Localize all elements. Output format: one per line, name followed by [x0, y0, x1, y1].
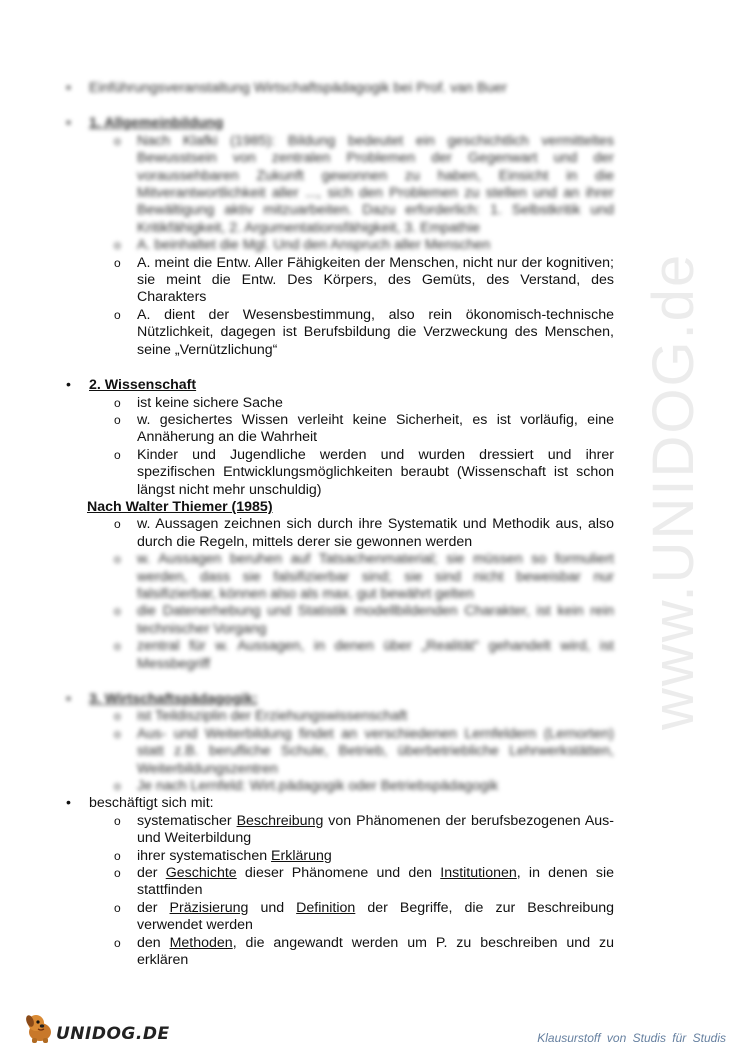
list-item [62, 447, 614, 499]
list-item [62, 551, 614, 603]
section-heading: 1. Allgemeinbildung [89, 115, 224, 132]
dog-mascot-icon [22, 1010, 58, 1046]
circle-bullet-icon: o [114, 726, 121, 741]
list-item-text: Kinder und Jugendliche werden und wurden dressiert und ihrer spezifischen Entwicklungsmöglichkeiten beraubt (Wissenschaft ist schon längst nicht mehr unschuldig) [137, 446, 614, 498]
footer-tagline: Klausurstoff von Studis für Studis [537, 1031, 726, 1045]
circle-bullet-icon: o [114, 552, 121, 567]
list-item-text: Aus- und Weiterbildung findet an verschiedenen Lernfeldern (Lernorten) statt z.B. berufliche Schule, Betrieb, überbetriebliche Lehrwerkstätten, Weiterbildungszentren [137, 725, 614, 777]
item-pre: ihrer systematischen [137, 847, 272, 864]
list-item [62, 395, 614, 412]
section-lead: beschäftigt sich mit: [89, 795, 214, 812]
logo-text: UNIDOG.DE [56, 1024, 170, 1044]
item-mid: , die angewandt werden um P. zu beschreiben und zu erklären [137, 934, 614, 969]
underlined-term: Beschreibung [236, 812, 324, 829]
section-allgemeinbildung [62, 115, 614, 132]
list-item [62, 516, 614, 551]
circle-bullet-icon: o [114, 133, 121, 148]
list-item [62, 307, 614, 359]
list-item-text: w. gesichertes Wissen verleiht keine Sicherheit, es ist vorläufig, eine Annäherung an die Wahrheit [137, 411, 614, 446]
circle-bullet-icon: o [114, 813, 121, 828]
list-item [62, 848, 614, 865]
circle-bullet-icon: o [114, 900, 121, 915]
list-item-text: ist Teildisziplin der Erziehungswissenschaft [137, 708, 408, 725]
circle-bullet-icon: o [114, 307, 121, 322]
circle-bullet-icon: o [114, 395, 121, 410]
circle-bullet-icon: o [114, 848, 121, 863]
underlined-term: Definition [296, 899, 356, 916]
section-beschaeftigt [62, 795, 614, 812]
list-item-text: ist keine sichere Sache [137, 394, 283, 411]
circle-bullet-icon: o [114, 709, 121, 724]
intro-bullet [62, 80, 614, 97]
circle-bullet-icon: o [114, 935, 121, 950]
item-mid: von Phänomenen der berufsbezogenen Aus- und Weiterbildung [137, 812, 614, 847]
list-item [62, 900, 614, 935]
list-item [62, 865, 614, 900]
list-item-text: w. Aussagen zeichnen sich durch ihre Systematik und Methodik aus, also durch die Regeln, mittels derer sie gewonnen werden [137, 516, 614, 550]
bullet-dot: • [66, 377, 71, 394]
item-post: der Begriffe, die zur Beschreibung verwendet werden [137, 899, 614, 934]
circle-bullet-icon: o [114, 255, 121, 270]
item-pre: systematischer [137, 812, 237, 829]
item-mid: und [248, 899, 297, 916]
list-item [62, 778, 614, 795]
underlined-term: Institutionen [440, 865, 517, 882]
list-item-text: w. Aussagen beruhen auf Tatsachenmaterial; sie müssen so formuliert werden, dass sie falsifizierbar sind; sie sind nicht beweisbar nur falsifizierbar, können also als max. gut bewährt gelten [137, 551, 614, 602]
circle-bullet-icon: o [114, 238, 121, 253]
item-pre: den [137, 934, 170, 951]
unidog-logo [22, 1010, 170, 1050]
section-wissenschaft [62, 377, 614, 394]
underlined-term: Geschichte [165, 865, 237, 882]
list-item [62, 726, 614, 778]
document-body [62, 80, 614, 970]
list-item [62, 935, 614, 970]
circle-bullet-icon: o [114, 517, 121, 532]
list-item [62, 237, 614, 254]
underlined-term: Präzisierung [169, 899, 249, 916]
list-item-text: die Datenerhebung und Statistik modellbildenden Charakter, ist kein rein technischer Vorgang [137, 603, 614, 637]
bullet-dot: • [66, 795, 71, 812]
bullet-dot: • [66, 115, 71, 132]
list-item-text: Je nach Lernfeld: Wirt.pädagogik oder Betriebspädagogik [137, 778, 499, 795]
section-heading: 3. Wirtschaftspädagogik: [89, 691, 258, 707]
list-item [62, 255, 614, 307]
circle-bullet-icon: o [114, 604, 121, 619]
bullet-dot: • [66, 80, 71, 96]
item-pre: der [137, 865, 166, 882]
watermark: www.UNIDOG.de [641, 252, 706, 730]
list-item-text: A. meint die Entw. Aller Fähigkeiten der Menschen, nicht nur der kognitiven; sie meint die Entw. Des Körpers, des Gemüts, des Verstand, des Charakters [137, 254, 614, 306]
item-mid: dieser Phänomene und den [236, 865, 441, 882]
underlined-term: Methoden [169, 934, 233, 951]
section-wirtschaftspaedagogik [62, 691, 614, 708]
section-heading: 2. Wissenschaft [89, 377, 197, 394]
circle-bullet-icon: o [114, 412, 121, 427]
circle-bullet-icon: o [114, 639, 121, 654]
circle-bullet-icon: o [114, 447, 121, 462]
intro-text: Einführungsveranstaltung Wirtschaftspädagogik bei Prof. van Buer [89, 80, 507, 96]
list-item-text: zentral für w. Aussagen, in denen über „Realität“ gehandelt wird, ist Messbegriff [137, 638, 614, 672]
circle-bullet-icon: o [114, 866, 121, 881]
circle-bullet-icon: o [114, 779, 121, 794]
list-item [62, 813, 614, 848]
thiemer-subheading: Nach Walter Thiemer (1985) [87, 498, 273, 515]
list-item [62, 603, 614, 638]
list-item-text: A. dient der Wesensbestimmung, also rein ökonomisch-technische Nützlichkeit, dagegen ist Berufsbildung die Verzweckung des Menschen, seine „Vernützlichung“ [137, 306, 614, 358]
item-pre: der [137, 899, 170, 916]
list-item-text: A. beinhaltet die Mgl. Und den Anspruch aller Menschen [137, 237, 491, 254]
list-item-text: Nach Klafki (1985): Bildung bedeutet ein geschichtlich vermitteltes Bewusstsein von zentralen Problemen der Gegenwart und der voraussehbaren Zukunft gewonnen zu haben, Einsicht in die Mitverantwortlichkeit aller ..., sich den Problemen zu stellen und an ihrer Bewältigung aktiv mitzuarbeiten. Dazu erforderlich: 1. Selbstkritik und Kritikfähigkeit, 2. Argumentationsfähigkeit, 3. Empathie [137, 132, 614, 236]
item-post: , in denen sie stattfinden [137, 865, 614, 899]
list-item [62, 412, 614, 447]
underlined-term: Erklärung [271, 847, 332, 864]
list-item [62, 133, 614, 237]
list-item [62, 708, 614, 725]
bullet-dot: • [66, 691, 71, 707]
list-item [62, 638, 614, 673]
